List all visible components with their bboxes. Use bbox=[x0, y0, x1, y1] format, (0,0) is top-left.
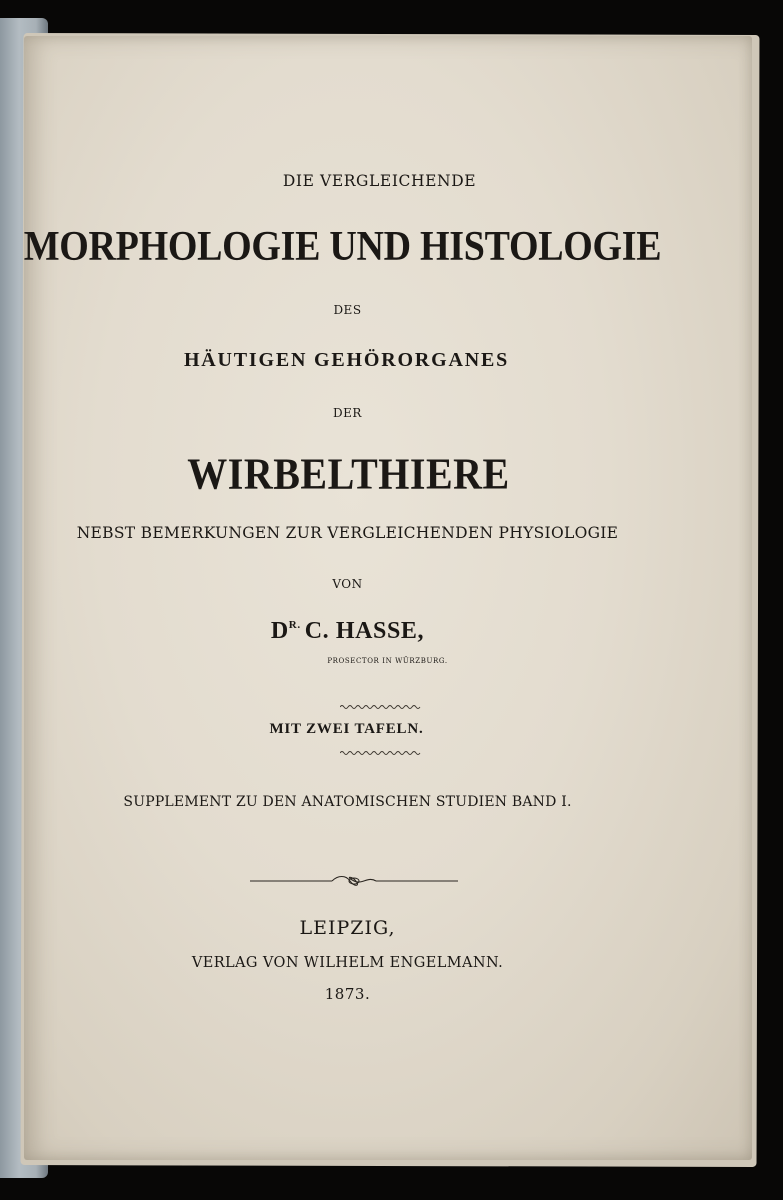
wavy-rule-top bbox=[340, 704, 422, 710]
connector-der: DER bbox=[333, 406, 362, 420]
publisher-line: VERLAG VON WILHELM ENGELMANN. bbox=[191, 955, 504, 971]
organ-title: HÄUTIGEN GEHÖRORGANES bbox=[183, 349, 510, 371]
year-line: 1873. bbox=[324, 985, 371, 1003]
author-superscript: R. bbox=[288, 619, 301, 631]
ornament-divider bbox=[250, 874, 458, 888]
supplement-line: SUPPLEMENT ZU DEN ANATOMISCHEN STUDIEN BAND I. bbox=[123, 794, 572, 810]
city-line: LEIPZIG, bbox=[299, 917, 396, 939]
main-title: MORPHOLOGIE UND HISTOLOGIE bbox=[23, 223, 662, 271]
author-name: C. HASSE, bbox=[304, 618, 425, 644]
subject-title: WIRBELTHIERE bbox=[187, 449, 510, 499]
connector-des: DES bbox=[333, 303, 362, 317]
author-prefix: D bbox=[270, 618, 289, 644]
author-line bbox=[0, 618, 739, 645]
subtitle: NEBST BEMERKUNGEN ZUR VERGLEICHENDEN PHYSIOLOGIE bbox=[76, 524, 619, 542]
wavy-rule-bottom bbox=[340, 750, 422, 756]
title-intro-line: DIE VERGLEICHENDE bbox=[282, 172, 477, 190]
author-position: PROSECTOR IN WÜRZBURG. bbox=[327, 657, 448, 665]
plates-line: MIT ZWEI TAFELN. bbox=[269, 721, 424, 737]
connector-von: VON bbox=[332, 577, 363, 591]
